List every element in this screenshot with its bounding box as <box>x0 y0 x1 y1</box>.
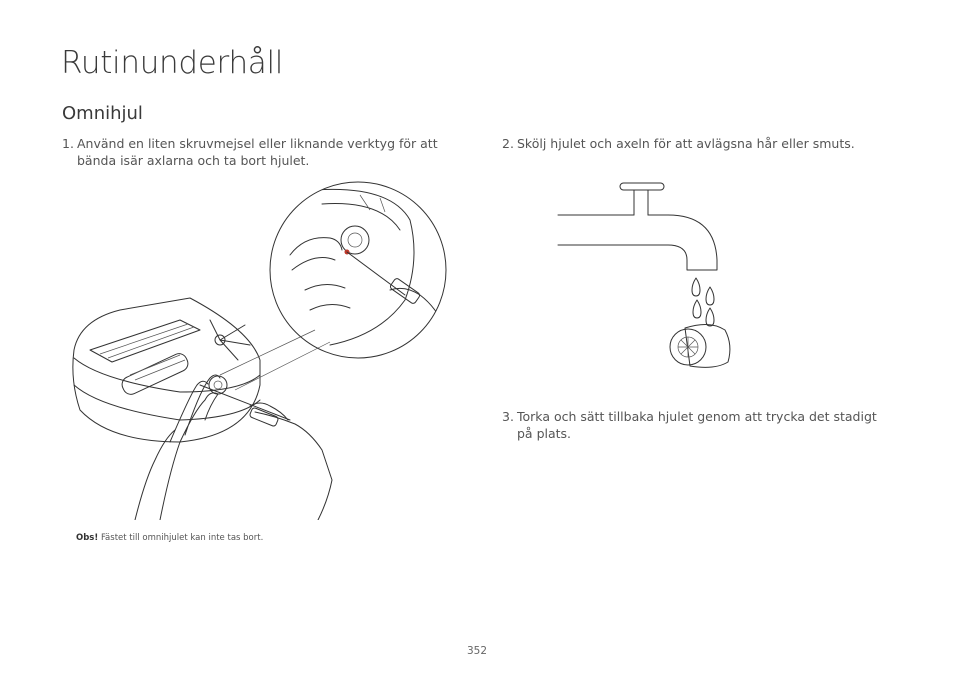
robot-vacuum-illustration <box>60 180 460 520</box>
page-title: Rutinunderhåll <box>61 45 284 81</box>
step-text: Skölj hjulet och axeln för att avlägsna hår eller smuts. <box>517 136 855 151</box>
tap-illustration <box>550 180 750 380</box>
step-1 <box>62 135 462 169</box>
note-label: Obs! <box>76 533 99 543</box>
section-title: Omnihjul <box>62 103 143 124</box>
step-text: Använd en liten skruvmejsel eller liknande verktyg för att bända isär axlarna och ta bort hjulet. <box>77 136 438 168</box>
step-3 <box>502 408 882 442</box>
step-2 <box>502 135 902 152</box>
note <box>76 533 263 543</box>
step-text: Torka och sätt tillbaka hjulet genom att trycka det stadigt på plats. <box>517 409 877 441</box>
page-number: 352 <box>466 645 488 657</box>
note-text: Fästet till omnihjulet kan inte tas bort. <box>100 533 264 543</box>
step-number: 3. <box>502 409 514 424</box>
step-number: 2. <box>502 136 514 151</box>
step-number: 1. <box>62 136 74 151</box>
